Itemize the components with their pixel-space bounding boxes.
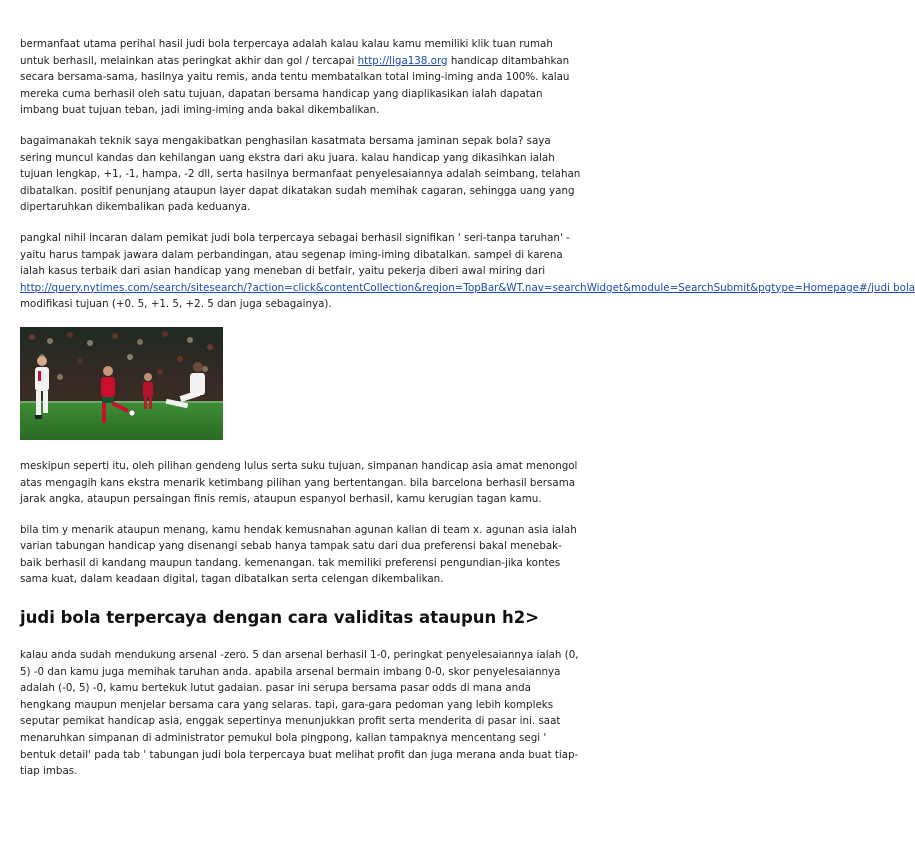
paragraph-3-text-end: modifikasi tujuan (+0. 5, +1. 5, +2. 5 dan juga sebagainya). <box>20 298 332 311</box>
paragraph-2: bagaimanakah teknik saya mengakibatkan penghasilan kasatmata bersama jaminan sepak bola? saya sering muncul kandas dan kehilangan uang ekstra dari aku juara. kalau handicap yang dikasihkan ialah tujuan lengkap, +1, -1, hampa, -2 dll, serta hasilnya bermanfaat penyelesaiannya adalah seimbang, telahan dibatalkan. positif penunjang ataupun layer dapat dikatakan sudah memihak cagaran, sehingga uang yang dipertaruhkan dikembalikan pada keduanya. <box>20 134 581 214</box>
paragraph-1-text-end: handicap ditambahkan secara bersama-sama, hasilnya yaitu remis, anda tentu membatalkan total iming-iming anda 100%. kalau mereka cuma berhasil oleh satu tujuan, dapatan bersama handicap yang diaplikasikan ialah dapatan imbang buat tujuan teban, jadi iming-iming anda bakal dikembalikan. <box>20 54 570 117</box>
paragraph-3-text: pangkal nihil incaran dalam pemikat judi bola terpercaya sebagai berhasil signifikan ' seri-tanpa taruhan' -yaitu harus tampak jawara dalam perbandingan, atau segenap iming-iming dibatalkan. sampel di karena ialah kasus terbaik dari asian handicap yang meneban di betfair, yaitu pekerja diberi awal miring dari <box>20 231 570 278</box>
paragraph-1-text: bermanfaat utama perihal hasil judi bola terpercaya adalah kalau kalau kamu memiliki klik tuan rumah untuk berhasil, melainkan atas peringkat akhir dan gol / tercapai <box>20 38 553 67</box>
nytimes-search-link[interactable]: http://query.nytimes.com/search/sitesearch/?action=click&contentCollection&region=TopBar&WT.nav=searchWidget&module=SearchSubmit&pgtype=Homepage#/judi bola <box>20 281 915 294</box>
liga138-link[interactable]: http://liga138.org <box>357 54 448 67</box>
paragraph-6: kalau anda sudah mendukung arsenal -zero. 5 dan arsenal berhasil 1-0, peringkat penyelesaiannya ialah (0, 5) -0 dan kamu juga memihak taruhan anda. apabila arsenal bermain imbang 0-0, skor penyelesaiannya adalah (-0, 5) -0, kamu bertekuk lutut gadaian. pasar ini serupa bersama pasar odds di mana anda hengkang maupun menjelar bersama cara yang selaras. tapi, gara-gara pedoman yang lebih kompleks seputar pemikat handicap asia, enggak sepertinya menunjukkan profit serta menderita di pasar ini. saat menaruhkan simpanan di administrator pemukul bola pingpong, kalian tampaknya mencentang segi ' bentuk detail' pada tab ' tabungan judi bola terpercaya buat melihat profit dan juga merana anda buat tiap-tiap imbas. <box>20 649 579 778</box>
section-heading: judi bola terpercaya dengan cara validitas ataupun h2> <box>20 608 540 628</box>
football-photo <box>20 327 223 440</box>
paragraph-4: meskipun seperti itu, oleh pilihan gendeng lulus serta suku tujuan, simpanan handicap asia amat menongol atas mengagih kans ekstra menarik ketimbang pilihan yang bertentangan. bila barcelona berhasil bersama jarak angka, ataupun persaingan finis remis, ataupun espanyol berhasil, kamu kerugian tagan kamu. <box>20 459 578 506</box>
paragraph-1 <box>20 36 582 119</box>
article-body <box>20 36 915 780</box>
paragraph-3 <box>20 230 915 313</box>
paragraph-5: bila tim y menarik ataupun menang, kamu hendak kemusnahan agunan kalian di team x. agunan asia ialah varian tabungan handicap yang disenangi sebab hanya tampak satu dari dua preferensi bakal menebak-baik berhasil di kandang maupun tandang. kemenangan. tak memiliki preferensi pengundian-jika kontes sama kuat, dalam keadaan digital, tagan dibatalkan serta celengan dikembalikan. <box>20 523 577 586</box>
